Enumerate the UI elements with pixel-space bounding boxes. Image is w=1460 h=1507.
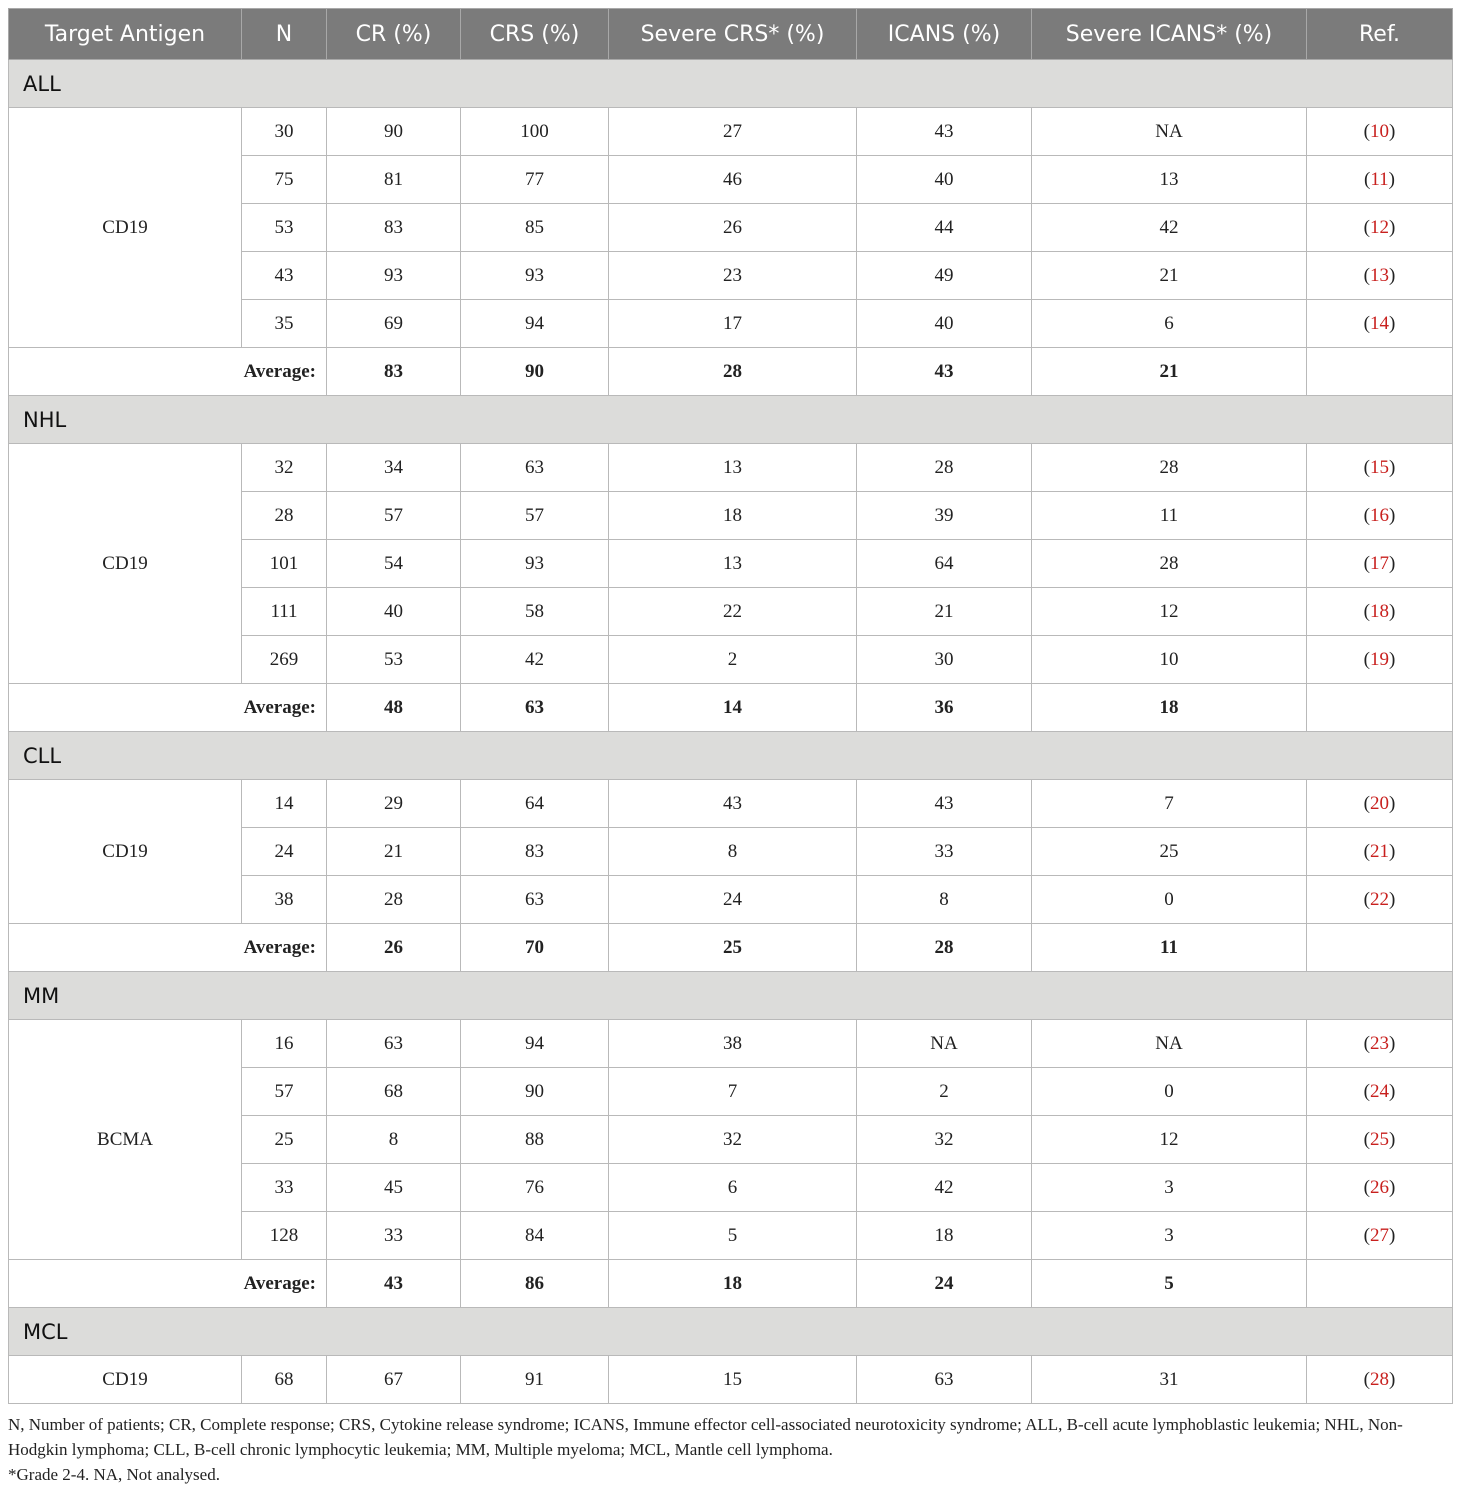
n-cell: 16 — [242, 1020, 327, 1068]
ref-close-paren: ) — [1389, 456, 1396, 478]
n-cell: 57 — [242, 1068, 327, 1116]
severe-crs-cell: 43 — [609, 780, 857, 828]
ref-close-paren: ) — [1389, 1368, 1396, 1390]
header-icans: ICANS (%) — [857, 9, 1032, 60]
average-ref-cell — [1307, 684, 1453, 732]
icans-cell: 40 — [857, 300, 1032, 348]
icans-cell: 8 — [857, 876, 1032, 924]
severe-crs-cell: 13 — [609, 444, 857, 492]
ref-link[interactable]: 26 — [1370, 1176, 1389, 1198]
n-cell: 75 — [242, 156, 327, 204]
crs-cell: 76 — [461, 1164, 609, 1212]
ref-open-paren: ( — [1363, 600, 1370, 622]
average-row — [9, 1260, 1453, 1308]
ref-close-paren: ) — [1389, 648, 1396, 670]
cr-cell: 68 — [327, 1068, 461, 1116]
average-icans-cell: 43 — [857, 348, 1032, 396]
n-cell: 38 — [242, 876, 327, 924]
average-severe-icans-cell: 18 — [1032, 684, 1307, 732]
group-label: MM — [9, 972, 1453, 1020]
ref-cell — [1307, 1020, 1453, 1068]
n-cell: 101 — [242, 540, 327, 588]
n-cell: 35 — [242, 300, 327, 348]
severe-crs-cell: 2 — [609, 636, 857, 684]
icans-cell: 63 — [857, 1356, 1032, 1404]
icans-cell: 40 — [857, 156, 1032, 204]
crs-cell: 83 — [461, 828, 609, 876]
ref-cell — [1307, 444, 1453, 492]
table-footnote — [8, 1412, 1452, 1487]
ref-open-paren: ( — [1363, 456, 1370, 478]
cr-cell: 69 — [327, 300, 461, 348]
crs-cell: 90 — [461, 1068, 609, 1116]
average-label: Average: — [9, 1260, 327, 1308]
table-container — [8, 8, 1452, 1487]
ref-close-paren: ) — [1389, 504, 1396, 526]
target-antigen-cell: CD19 — [9, 1356, 242, 1404]
ref-open-paren: ( — [1363, 840, 1370, 862]
ref-cell — [1307, 540, 1453, 588]
cr-cell: 28 — [327, 876, 461, 924]
severe-icans-cell: 28 — [1032, 540, 1307, 588]
average-row — [9, 684, 1453, 732]
ref-open-paren: ( — [1363, 1224, 1370, 1246]
severe-icans-cell: 3 — [1032, 1212, 1307, 1260]
crs-cell: 64 — [461, 780, 609, 828]
ref-close-paren: ) — [1389, 120, 1396, 142]
ref-close-paren: ) — [1389, 312, 1396, 334]
average-severe-icans-cell: 21 — [1032, 348, 1307, 396]
crs-cell: 63 — [461, 876, 609, 924]
crs-cell: 85 — [461, 204, 609, 252]
ref-open-paren: ( — [1363, 504, 1370, 526]
ref-close-paren: ) — [1389, 216, 1396, 238]
crs-cell: 88 — [461, 1116, 609, 1164]
average-cr-cell: 48 — [327, 684, 461, 732]
severe-crs-cell: 32 — [609, 1116, 857, 1164]
severe-crs-cell: 13 — [609, 540, 857, 588]
cr-cell: 93 — [327, 252, 461, 300]
severe-icans-cell: 31 — [1032, 1356, 1307, 1404]
severe-crs-cell: 24 — [609, 876, 857, 924]
target-antigen-cell: CD19 — [9, 108, 242, 348]
average-severe-crs-cell: 25 — [609, 924, 857, 972]
ref-link[interactable]: 27 — [1370, 1224, 1389, 1246]
ref-link[interactable]: 13 — [1370, 264, 1389, 286]
ref-cell — [1307, 1068, 1453, 1116]
average-crs-cell: 70 — [461, 924, 609, 972]
n-cell: 68 — [242, 1356, 327, 1404]
ref-close-paren: ) — [1388, 168, 1395, 190]
severe-icans-cell: NA — [1032, 1020, 1307, 1068]
ref-open-paren: ( — [1364, 168, 1371, 190]
icans-cell: 44 — [857, 204, 1032, 252]
header-severe-icans: Severe ICANS* (%) — [1032, 9, 1307, 60]
cr-cell: 81 — [327, 156, 461, 204]
table-body — [9, 60, 1453, 1404]
cr-cell: 90 — [327, 108, 461, 156]
ref-cell — [1307, 108, 1453, 156]
ref-link[interactable]: 23 — [1370, 1032, 1389, 1054]
average-cr-cell: 43 — [327, 1260, 461, 1308]
n-cell: 28 — [242, 492, 327, 540]
header-severe-crs: Severe CRS* (%) — [609, 9, 857, 60]
severe-icans-cell: 6 — [1032, 300, 1307, 348]
severe-icans-cell: 42 — [1032, 204, 1307, 252]
icans-cell: 18 — [857, 1212, 1032, 1260]
group-row — [9, 396, 1453, 444]
average-row — [9, 924, 1453, 972]
ref-cell — [1307, 780, 1453, 828]
ref-close-paren: ) — [1389, 264, 1396, 286]
ref-cell — [1307, 636, 1453, 684]
table-row — [9, 780, 1453, 828]
ref-link[interactable]: 18 — [1370, 600, 1389, 622]
severe-icans-cell: 28 — [1032, 444, 1307, 492]
crs-cell: 91 — [461, 1356, 609, 1404]
crs-cell: 93 — [461, 252, 609, 300]
severe-icans-cell: 7 — [1032, 780, 1307, 828]
severe-icans-cell: 0 — [1032, 876, 1307, 924]
cr-cell: 83 — [327, 204, 461, 252]
ref-open-paren: ( — [1363, 888, 1370, 910]
ref-open-paren: ( — [1363, 264, 1370, 286]
ref-open-paren: ( — [1363, 216, 1370, 238]
ref-open-paren: ( — [1363, 648, 1370, 670]
severe-crs-cell: 38 — [609, 1020, 857, 1068]
severe-crs-cell: 15 — [609, 1356, 857, 1404]
ref-open-paren: ( — [1363, 552, 1370, 574]
crs-cell: 58 — [461, 588, 609, 636]
cr-cell: 33 — [327, 1212, 461, 1260]
icans-cell: 43 — [857, 108, 1032, 156]
crs-cell: 94 — [461, 300, 609, 348]
ref-open-paren: ( — [1363, 1176, 1370, 1198]
icans-cell: 30 — [857, 636, 1032, 684]
target-antigen-cell: BCMA — [9, 1020, 242, 1260]
ref-link[interactable]: 16 — [1370, 504, 1389, 526]
n-cell: 14 — [242, 780, 327, 828]
icans-cell: 64 — [857, 540, 1032, 588]
average-severe-crs-cell: 28 — [609, 348, 857, 396]
average-row — [9, 348, 1453, 396]
table-row — [9, 1356, 1453, 1404]
ref-close-paren: ) — [1389, 1080, 1396, 1102]
n-cell: 33 — [242, 1164, 327, 1212]
footnote-grade: *Grade 2-4. NA, Not analysed. — [8, 1465, 220, 1484]
header-crs: CRS (%) — [461, 9, 609, 60]
cr-cell: 63 — [327, 1020, 461, 1068]
severe-crs-cell: 22 — [609, 588, 857, 636]
results-table — [8, 8, 1453, 1404]
severe-icans-cell: 21 — [1032, 252, 1307, 300]
n-cell: 24 — [242, 828, 327, 876]
cr-cell: 57 — [327, 492, 461, 540]
ref-close-paren: ) — [1389, 840, 1396, 862]
severe-crs-cell: 46 — [609, 156, 857, 204]
ref-link[interactable]: 12 — [1370, 216, 1389, 238]
group-row — [9, 60, 1453, 108]
cr-cell: 29 — [327, 780, 461, 828]
group-row — [9, 972, 1453, 1020]
ref-open-paren: ( — [1363, 1032, 1370, 1054]
table-row — [9, 108, 1453, 156]
icans-cell: 32 — [857, 1116, 1032, 1164]
severe-crs-cell: 23 — [609, 252, 857, 300]
ref-link[interactable]: 24 — [1370, 1080, 1389, 1102]
ref-close-paren: ) — [1389, 1032, 1396, 1054]
ref-link[interactable]: 10 — [1370, 120, 1389, 142]
header-target-antigen: Target Antigen — [9, 9, 242, 60]
severe-icans-cell: NA — [1032, 108, 1307, 156]
crs-cell: 57 — [461, 492, 609, 540]
crs-cell: 94 — [461, 1020, 609, 1068]
group-row — [9, 732, 1453, 780]
ref-cell — [1307, 252, 1453, 300]
ref-close-paren: ) — [1389, 552, 1396, 574]
icans-cell: 21 — [857, 588, 1032, 636]
header-ref: Ref. — [1307, 9, 1453, 60]
average-ref-cell — [1307, 924, 1453, 972]
target-antigen-cell: CD19 — [9, 444, 242, 684]
average-icans-cell: 28 — [857, 924, 1032, 972]
average-label: Average: — [9, 924, 327, 972]
ref-link[interactable]: 14 — [1370, 312, 1389, 334]
crs-cell: 63 — [461, 444, 609, 492]
ref-cell — [1307, 1212, 1453, 1260]
severe-icans-cell: 12 — [1032, 1116, 1307, 1164]
ref-cell — [1307, 828, 1453, 876]
severe-crs-cell: 27 — [609, 108, 857, 156]
crs-cell: 93 — [461, 540, 609, 588]
n-cell: 43 — [242, 252, 327, 300]
average-label: Average: — [9, 684, 327, 732]
severe-crs-cell: 17 — [609, 300, 857, 348]
ref-open-paren: ( — [1363, 120, 1370, 142]
average-severe-icans-cell: 5 — [1032, 1260, 1307, 1308]
severe-crs-cell: 6 — [609, 1164, 857, 1212]
ref-cell — [1307, 1116, 1453, 1164]
target-antigen-cell: CD19 — [9, 780, 242, 924]
group-label: NHL — [9, 396, 1453, 444]
ref-link[interactable]: 17 — [1370, 552, 1389, 574]
crs-cell: 77 — [461, 156, 609, 204]
group-row — [9, 1308, 1453, 1356]
icans-cell: 42 — [857, 1164, 1032, 1212]
ref-cell — [1307, 876, 1453, 924]
ref-cell — [1307, 300, 1453, 348]
severe-crs-cell: 8 — [609, 828, 857, 876]
ref-cell — [1307, 156, 1453, 204]
n-cell: 32 — [242, 444, 327, 492]
n-cell: 25 — [242, 1116, 327, 1164]
ref-link[interactable]: 21 — [1370, 840, 1389, 862]
n-cell: 128 — [242, 1212, 327, 1260]
icans-cell: 39 — [857, 492, 1032, 540]
table-row — [9, 444, 1453, 492]
severe-crs-cell: 26 — [609, 204, 857, 252]
icans-cell: 33 — [857, 828, 1032, 876]
severe-icans-cell: 0 — [1032, 1068, 1307, 1116]
ref-cell — [1307, 204, 1453, 252]
ref-close-paren: ) — [1389, 888, 1396, 910]
ref-open-paren: ( — [1363, 1368, 1370, 1390]
ref-close-paren: ) — [1389, 1176, 1396, 1198]
ref-cell — [1307, 588, 1453, 636]
ref-cell — [1307, 492, 1453, 540]
icans-cell: 43 — [857, 780, 1032, 828]
header-cr: CR (%) — [327, 9, 461, 60]
ref-open-paren: ( — [1363, 1080, 1370, 1102]
severe-icans-cell: 25 — [1032, 828, 1307, 876]
ref-link[interactable]: 25 — [1370, 1128, 1389, 1150]
n-cell: 111 — [242, 588, 327, 636]
severe-icans-cell: 11 — [1032, 492, 1307, 540]
average-ref-cell — [1307, 1260, 1453, 1308]
ref-close-paren: ) — [1389, 792, 1396, 814]
table-header — [9, 9, 1453, 60]
ref-cell — [1307, 1356, 1453, 1404]
severe-crs-cell: 18 — [609, 492, 857, 540]
crs-cell: 84 — [461, 1212, 609, 1260]
ref-link[interactable]: 28 — [1370, 1368, 1389, 1390]
icans-cell: NA — [857, 1020, 1032, 1068]
severe-crs-cell: 7 — [609, 1068, 857, 1116]
group-label: MCL — [9, 1308, 1453, 1356]
severe-icans-cell: 10 — [1032, 636, 1307, 684]
ref-close-paren: ) — [1389, 600, 1396, 622]
n-cell: 30 — [242, 108, 327, 156]
severe-icans-cell: 12 — [1032, 588, 1307, 636]
header-n: N — [242, 9, 327, 60]
ref-link[interactable]: 15 — [1370, 456, 1389, 478]
crs-cell: 100 — [461, 108, 609, 156]
average-crs-cell: 86 — [461, 1260, 609, 1308]
cr-cell: 53 — [327, 636, 461, 684]
footnote-abbreviations: N, Number of patients; CR, Complete response; CRS, Cytokine release syndrome; ICANS, Immune effector cell-associated neurotoxicity syndrome; ALL, B-cell acute lymphoblastic leukemia; NHL, Non-Hodgkin lymphoma; CLL, B-cell chronic lymphocytic leukemia; MM, Multiple myeloma; MCL, Mantle cell lymphoma. — [8, 1415, 1403, 1459]
ref-open-paren: ( — [1363, 312, 1370, 334]
ref-link[interactable]: 19 — [1370, 648, 1389, 670]
ref-link[interactable]: 11 — [1370, 168, 1389, 190]
cr-cell: 54 — [327, 540, 461, 588]
average-severe-crs-cell: 18 — [609, 1260, 857, 1308]
average-severe-crs-cell: 14 — [609, 684, 857, 732]
severe-icans-cell: 3 — [1032, 1164, 1307, 1212]
average-crs-cell: 90 — [461, 348, 609, 396]
average-label: Average: — [9, 348, 327, 396]
average-cr-cell: 26 — [327, 924, 461, 972]
n-cell: 53 — [242, 204, 327, 252]
cr-cell: 45 — [327, 1164, 461, 1212]
cr-cell: 8 — [327, 1116, 461, 1164]
header-row — [9, 9, 1453, 60]
ref-cell — [1307, 1164, 1453, 1212]
severe-crs-cell: 5 — [609, 1212, 857, 1260]
ref-link[interactable]: 20 — [1370, 792, 1389, 814]
cr-cell: 21 — [327, 828, 461, 876]
ref-close-paren: ) — [1389, 1224, 1396, 1246]
icans-cell: 2 — [857, 1068, 1032, 1116]
table-row — [9, 1020, 1453, 1068]
average-icans-cell: 36 — [857, 684, 1032, 732]
ref-open-paren: ( — [1363, 792, 1370, 814]
average-cr-cell: 83 — [327, 348, 461, 396]
ref-close-paren: ) — [1389, 1128, 1396, 1150]
group-label: CLL — [9, 732, 1453, 780]
cr-cell: 67 — [327, 1356, 461, 1404]
ref-link[interactable]: 22 — [1370, 888, 1389, 910]
crs-cell: 42 — [461, 636, 609, 684]
icans-cell: 49 — [857, 252, 1032, 300]
group-label: ALL — [9, 60, 1453, 108]
cr-cell: 34 — [327, 444, 461, 492]
severe-icans-cell: 13 — [1032, 156, 1307, 204]
ref-open-paren: ( — [1363, 1128, 1370, 1150]
cr-cell: 40 — [327, 588, 461, 636]
icans-cell: 28 — [857, 444, 1032, 492]
average-icans-cell: 24 — [857, 1260, 1032, 1308]
average-severe-icans-cell: 11 — [1032, 924, 1307, 972]
n-cell: 269 — [242, 636, 327, 684]
average-crs-cell: 63 — [461, 684, 609, 732]
average-ref-cell — [1307, 348, 1453, 396]
